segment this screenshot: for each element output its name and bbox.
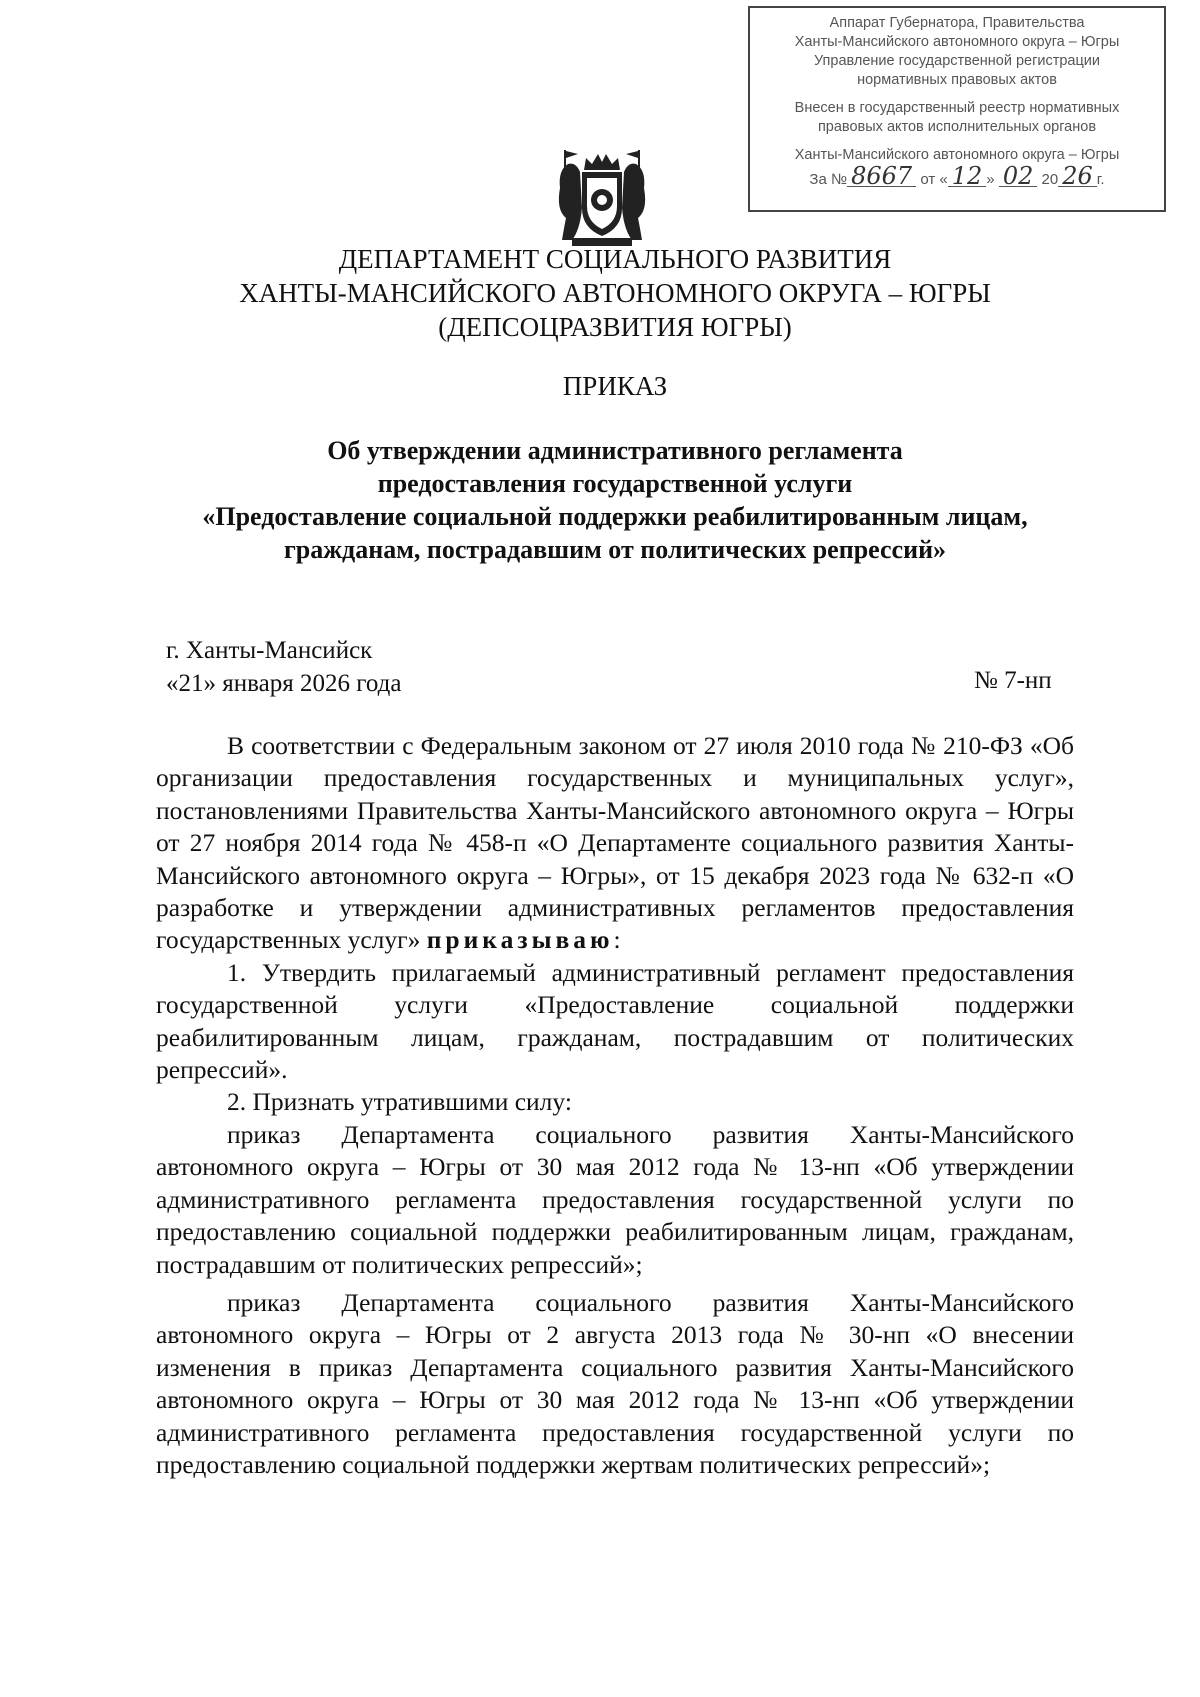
reg-prefix: За № bbox=[809, 171, 848, 188]
title-line: предоставления государственной услуги bbox=[377, 469, 853, 498]
order-word: приказываю bbox=[426, 925, 614, 955]
stamp-line: Ханты-Мансийского автономного округа – Югры bbox=[794, 147, 1120, 163]
document-title bbox=[0, 434, 1200, 566]
reg-month: 02 bbox=[999, 167, 1038, 187]
stamp-line: Внесен в государственный реестр нормативных bbox=[794, 100, 1120, 116]
stamp-authority bbox=[750, 14, 1164, 90]
preamble-text: В соответствии с Федеральным законом от 27 июля 2010 года № 210-ФЗ «Об организации предоставления государственных и муниципальных услуг», постановлениями Правительства Ханты-Мансийского автономного округа – Югры от 27 ноября 2014 года № 458-п «О Департаменте социального развития Ханты-Мансийского автономного округа – Югры», от 15 декабря 2023 года № 632-п «О разработке и утверждении административных регламентов предоставления государственных услуг» bbox=[156, 731, 1074, 955]
paragraph: 2. Признать утратившими силу: bbox=[227, 1087, 572, 1117]
title-line: «Предоставление социальной поддержки реабилитированным лицам, bbox=[202, 502, 1028, 531]
dept-line: ХАНТЫ-МАНСИЙСКОГО АВТОНОМНОГО ОКРУГА – ЮГРЫ bbox=[239, 278, 991, 308]
paragraph: 1. Утвердить прилагаемый административный регламент предоставления государственной услуги «Предоставление социальной поддержки реабилитированным лицам, гражданам, пострадавшим от политических репрессий». bbox=[156, 957, 1074, 1085]
title-line: гражданам, пострадавшим от политических репрессий» bbox=[283, 535, 947, 564]
stamp-registry bbox=[750, 99, 1164, 137]
document-number: № 7-нп bbox=[974, 667, 1052, 694]
dept-line: ДЕПАРТАМЕНТ СОЦИАЛЬНОГО РАЗВИТИЯ bbox=[338, 244, 892, 274]
title-line: Об утверждении административного регламента bbox=[327, 436, 903, 465]
city: г. Ханты-Мансийск bbox=[166, 637, 373, 664]
paragraph: приказ Департамента социального развития Ханты-Мансийского автономного округа – Югры от 2 августа 2013 года № 30-нп «О внесении изменения в приказ Департамента социального развития Ханты-Мансийского автономного округа – Югры от 30 мая 2012 года № 13-нп «Об утверждении административного регламента предоставления государственной услуги по предоставлению социальной поддержки жертвам политических репрессий»; bbox=[156, 1287, 1074, 1479]
reg-number: 8667 bbox=[847, 167, 916, 187]
coat-of-arms-icon bbox=[554, 148, 650, 248]
reg-year-prefix: 20 bbox=[1041, 171, 1059, 188]
reg-ot: от « bbox=[920, 171, 948, 188]
stamp-line: Аппарат Губернатора, Правительства bbox=[829, 15, 1085, 31]
document-type: ПРИКАЗ bbox=[562, 371, 668, 401]
stamp-registration-line bbox=[750, 162, 1164, 190]
registration-stamp bbox=[748, 6, 1166, 212]
department-header bbox=[0, 242, 1200, 344]
place-date bbox=[166, 634, 401, 700]
paragraph: приказ Департамента социального развития Ханты-Мансийского автономного округа – Югры от 30 мая 2012 года № 13-нп «Об утверждении административного регламента предоставления государственной услуги по предоставлению социальной поддержки реабилитированным лицам, гражданам, пострадавшим от политических репрессий»; bbox=[156, 1119, 1074, 1279]
stamp-line: нормативных правовых актов bbox=[857, 72, 1057, 88]
reg-day: 12 bbox=[948, 167, 987, 187]
document-body bbox=[156, 730, 1074, 1481]
stamp-line: правовых актов исполнительных органов bbox=[817, 119, 1097, 135]
reg-suffix: г. bbox=[1096, 171, 1105, 188]
reg-year: 26 bbox=[1058, 167, 1097, 187]
date: «21» января 2026 года bbox=[166, 670, 402, 697]
order-colon: : bbox=[613, 925, 621, 955]
paragraph bbox=[156, 730, 1074, 957]
dept-line: (ДЕПСОЦРАЗВИТИЯ ЮГРЫ) bbox=[438, 312, 792, 342]
stamp-line: Управление государственной регистрации bbox=[813, 53, 1101, 69]
stamp-line: Ханты-Мансийского автономного округа – Югры bbox=[794, 34, 1120, 50]
reg-mid: » bbox=[986, 171, 995, 188]
